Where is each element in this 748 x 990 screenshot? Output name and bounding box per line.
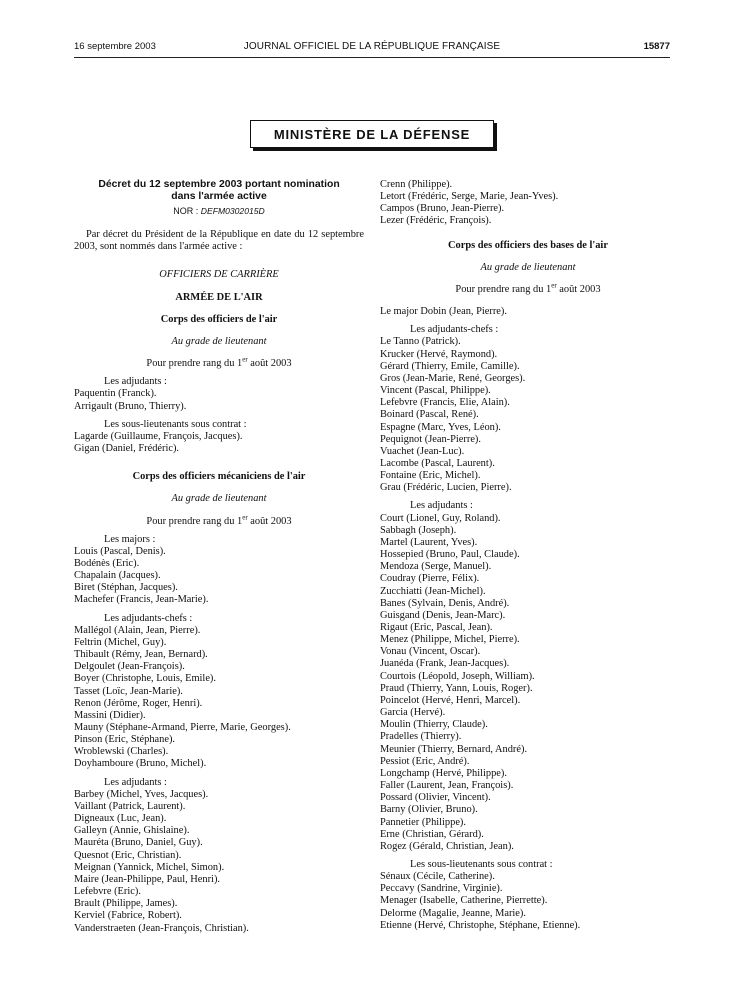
name-entry: Zucchiatti (Jean-Michel). <box>380 585 486 597</box>
name-entry: Mauny (Stéphane-Armand, Pierre, Marie, Georges). <box>74 722 291 733</box>
name-entry: Boyer (Christophe, Louis, Emile). <box>74 673 216 685</box>
name-entry: Rogez (Gérald, Christian, Jean). <box>380 840 514 852</box>
name-entry: Etienne (Hervé, Christophe, Stéphane, Etienne). <box>380 919 581 931</box>
rang-pre: Pour prendre rang du 1 <box>146 358 243 370</box>
name-entry: Mallégol (Alain, Jean, Pierre). <box>74 624 201 636</box>
journal-title: JOURNAL OFFICIEL DE LA RÉPUBLIQUE FRANÇAISE <box>243 41 501 52</box>
name-entry: Feltrin (Michel, Guy). <box>74 636 167 648</box>
name-entry: Vanderstraeten (Jean-François, Christian). <box>74 922 249 934</box>
name-entry: Menager (Isabelle, Catherine, Pierrette). <box>380 895 548 907</box>
corps3-rang <box>380 281 676 296</box>
name-entry: Poincelot (Hervé, Henri, Marcel). <box>380 694 521 706</box>
corps1-sous-list <box>74 431 364 455</box>
name-entry: Espagne (Marc, Yves, Léon). <box>380 421 501 433</box>
name-entry: Barbey (Michel, Yves, Jacques). <box>74 788 209 800</box>
corps2-grade: Au grade de lieutenant <box>171 493 267 505</box>
decree-title-line1: Décret du 12 septembre 2003 portant nomination <box>98 179 340 190</box>
corps3-adjudants-label: Les adjudants : <box>410 500 473 512</box>
decree-title-line2: dans l'armée active <box>171 190 267 202</box>
name-entry: Erne (Christian, Gérard). <box>380 828 484 840</box>
name-entry: Paquentin (Franck). <box>74 388 157 400</box>
rang-pre: Pour prendre rang du 1 <box>146 515 243 527</box>
name-entry: Pinson (Eric, Stéphane). <box>74 734 175 746</box>
corps1-sous-label: Les sous-lieutenants sous contrat : <box>104 418 247 430</box>
name-entry: Pessiot (Eric, André). <box>380 755 470 767</box>
name-entry: Vincent (Pascal, Philippe). <box>380 385 491 397</box>
decree-title <box>74 179 364 202</box>
rang-post: août 2003 <box>247 358 292 370</box>
name-entry: Crenn (Philippe). <box>380 179 453 190</box>
name-entry: Court (Lionel, Guy, Roland). <box>380 512 501 524</box>
name-entry: Longchamp (Hervé, Philippe). <box>380 767 507 779</box>
name-entry: Maire (Jean-Philippe, Paul, Henri). <box>74 873 221 885</box>
name-entry: Bodénès (Eric). <box>74 557 140 569</box>
name-entry: Boinard (Pascal, René). <box>380 409 479 421</box>
name-entry: Martel (Laurent, Yves). <box>380 536 478 548</box>
name-entry: Lezer (Frédéric, François). <box>380 215 492 227</box>
name-entry: Campos (Bruno, Jean-Pierre). <box>380 203 505 215</box>
name-entry: Hossepied (Bruno, Paul, Claude). <box>380 549 520 561</box>
name-entry: Lacombe (Pascal, Laurent). <box>380 457 495 469</box>
name-entry: Sénaux (Cécile, Catherine). <box>380 871 495 883</box>
name-entry: Biret (Stéphan, Jacques). <box>74 582 178 594</box>
name-entry: Wroblewski (Charles). <box>74 746 169 758</box>
name-entry: Arrigault (Bruno, Thierry). <box>74 400 187 412</box>
name-entry: Vonau (Vincent, Oscar). <box>380 646 481 658</box>
name-entry: Fontaine (Eric, Michel). <box>380 470 481 482</box>
corps3-adjudants-list <box>380 513 676 853</box>
rang-pre: Pour prendre rang du 1 <box>455 283 552 295</box>
name-entry: Possard (Olivier, Vincent). <box>380 792 491 804</box>
header-date: 16 septembre 2003 <box>74 41 156 52</box>
name-entry: Barny (Olivier, Bruno). <box>380 804 478 816</box>
rang-sup: er <box>242 355 248 364</box>
name-entry: Delorme (Magalie, Jeanne, Marie). <box>380 907 526 919</box>
name-entry: Sabbagh (Joseph). <box>380 524 457 536</box>
corps3-major: Le major Dobin (Jean, Pierre). <box>380 306 507 318</box>
name-entry: Tasset (Loïc, Jean-Marie). <box>74 685 183 697</box>
name-entry: Meunier (Thierry, Bernard, André). <box>380 743 528 755</box>
name-entry: Courtois (Léopold, Joseph, William). <box>380 670 535 682</box>
rang-post: août 2003 <box>556 283 601 295</box>
section-officiers: OFFICIERS DE CARRIÈRE <box>159 269 279 281</box>
name-entry: Vuachet (Jean-Luc). <box>380 445 465 457</box>
ministry-box <box>250 120 494 148</box>
name-entry: Massini (Didier). <box>74 709 146 721</box>
ministry-title: MINISTÈRE DE LA DÉFENSE <box>273 126 471 142</box>
page-number: 15877 <box>643 41 670 52</box>
corps2-rang <box>74 513 364 528</box>
name-entry: Rigaut (Eric, Pascal, Jean). <box>380 622 493 633</box>
corps1-adjudants-label: Les adjudants : <box>104 376 167 388</box>
nor-reference <box>74 205 364 217</box>
corps1-grade: Au grade de lieutenant <box>171 335 267 347</box>
decree-text: Par décret du Président de la République en date du 12 septembre 2003, sont nommés dans l'armée active : <box>74 229 364 253</box>
name-entry: Guisgand (Denis, Jean-Marc). <box>380 609 506 621</box>
name-entry: Lefebvre (Francis, Elie, Alain). <box>380 397 510 409</box>
corps3-chefs-list <box>380 336 676 494</box>
corps2-adjudants-list <box>74 789 364 935</box>
corps2-title: Corps des officiers mécaniciens de l'air <box>132 471 306 483</box>
section-armee: ARMÉE DE L'AIR <box>175 291 263 303</box>
corps3-grade: Au grade de lieutenant <box>480 261 576 273</box>
name-entry: Chapalain (Jacques). <box>74 570 161 582</box>
name-entry: Louis (Pascal, Denis). <box>74 545 166 557</box>
page-header <box>74 41 670 55</box>
name-entry: Doyhamboure (Bruno, Michel). <box>74 758 207 770</box>
name-entry: Brault (Philippe, James). <box>74 898 178 910</box>
name-entry: Krucker (Hervé, Raymond). <box>380 348 498 360</box>
rang-sup: er <box>242 513 248 522</box>
corps2-cont-list <box>380 179 676 228</box>
name-entry: Lefebvre (Eric). <box>74 886 141 898</box>
name-entry: Pradelles (Thierry). <box>380 731 462 743</box>
left-column <box>74 179 364 935</box>
name-entry: Grau (Frédéric, Lucien, Pierre). <box>380 482 512 494</box>
name-entry: Garcia (Hervé). <box>380 707 446 719</box>
name-entry: Le Tanno (Patrick). <box>380 336 461 348</box>
name-entry: Delgoulet (Jean-François). <box>74 661 185 673</box>
corps2-majors-label: Les majors : <box>104 533 156 545</box>
name-entry: Juanéda (Frank, Jean-Jacques). <box>380 658 510 670</box>
name-entry: Kerviel (Fabrice, Robert). <box>74 910 182 922</box>
corps1-adjudants-list <box>74 388 364 412</box>
name-entry: Gérard (Thierry, Emile, Camille). <box>380 360 520 372</box>
name-entry: Coudray (Pierre, Félix). <box>380 573 480 585</box>
name-entry: Letort (Frédéric, Serge, Marie, Jean-Yves). <box>380 191 559 203</box>
name-entry: Moulin (Thierry, Claude). <box>380 719 488 731</box>
name-entry: Praud (Thierry, Yann, Louis, Roger). <box>380 682 533 694</box>
name-entry: Pequignot (Jean-Pierre). <box>380 433 481 445</box>
name-entry: Gros (Jean-Marie, René, Georges). <box>380 372 526 384</box>
name-entry: Mendoza (Serge, Manuel). <box>380 561 492 573</box>
corps1-rang <box>74 355 364 370</box>
name-entry: Galleyn (Annie, Ghislaine). <box>74 825 190 837</box>
name-entry: Machefer (Francis, Jean-Marie). <box>74 594 209 606</box>
corps3-sous-list <box>380 871 676 932</box>
rang-post: août 2003 <box>247 515 292 527</box>
name-entry: Quesnot (Eric, Christian). <box>74 849 182 861</box>
corps2-adjudants-label: Les adjudants : <box>104 776 167 788</box>
rang-sup: er <box>551 281 557 290</box>
corps3-chefs-label: Les adjudants-chefs : <box>410 324 499 336</box>
nor-label: NOR : <box>173 206 199 216</box>
name-entry: Banes (Sylvain, Denis, André). <box>380 597 510 609</box>
name-entry: Pannetier (Philippe). <box>380 816 466 828</box>
nor-code: DEFM0302015D <box>200 206 265 216</box>
corps2-majors-list <box>74 546 364 607</box>
name-entry: Menez (Philippe, Michel, Pierre). <box>380 634 520 646</box>
name-entry: Peccavy (Sandrine, Virginie). <box>380 883 503 895</box>
corps1-title: Corps des officiers de l'air <box>160 313 278 325</box>
name-entry: Thibault (Rémy, Jean, Bernard). <box>74 649 208 661</box>
name-entry: Meignan (Yannick, Michel, Simon). <box>74 861 225 873</box>
corps3-sous-label: Les sous-lieutenants sous contrat : <box>410 858 553 870</box>
name-entry: Faller (Laurent, Jean, François). <box>380 780 514 792</box>
name-entry: Digneaux (Luc, Jean). <box>74 813 167 825</box>
header-rule <box>74 57 670 58</box>
name-entry: Renon (Jérôme, Roger, Henri). <box>74 697 203 709</box>
corps3-title: Corps des officiers des bases de l'air <box>448 239 608 251</box>
right-column <box>380 179 676 932</box>
name-entry: Gigan (Daniel, Frédéric). <box>74 443 180 455</box>
corps2-chefs-label: Les adjudants-chefs : <box>104 612 193 624</box>
name-entry: Lagarde (Guillaume, François, Jacques). <box>74 430 243 442</box>
name-entry: Vaillant (Patrick, Laurent). <box>74 800 186 812</box>
name-entry: Mauréta (Bruno, Daniel, Guy). <box>74 837 203 849</box>
corps2-chefs-list <box>74 625 364 771</box>
